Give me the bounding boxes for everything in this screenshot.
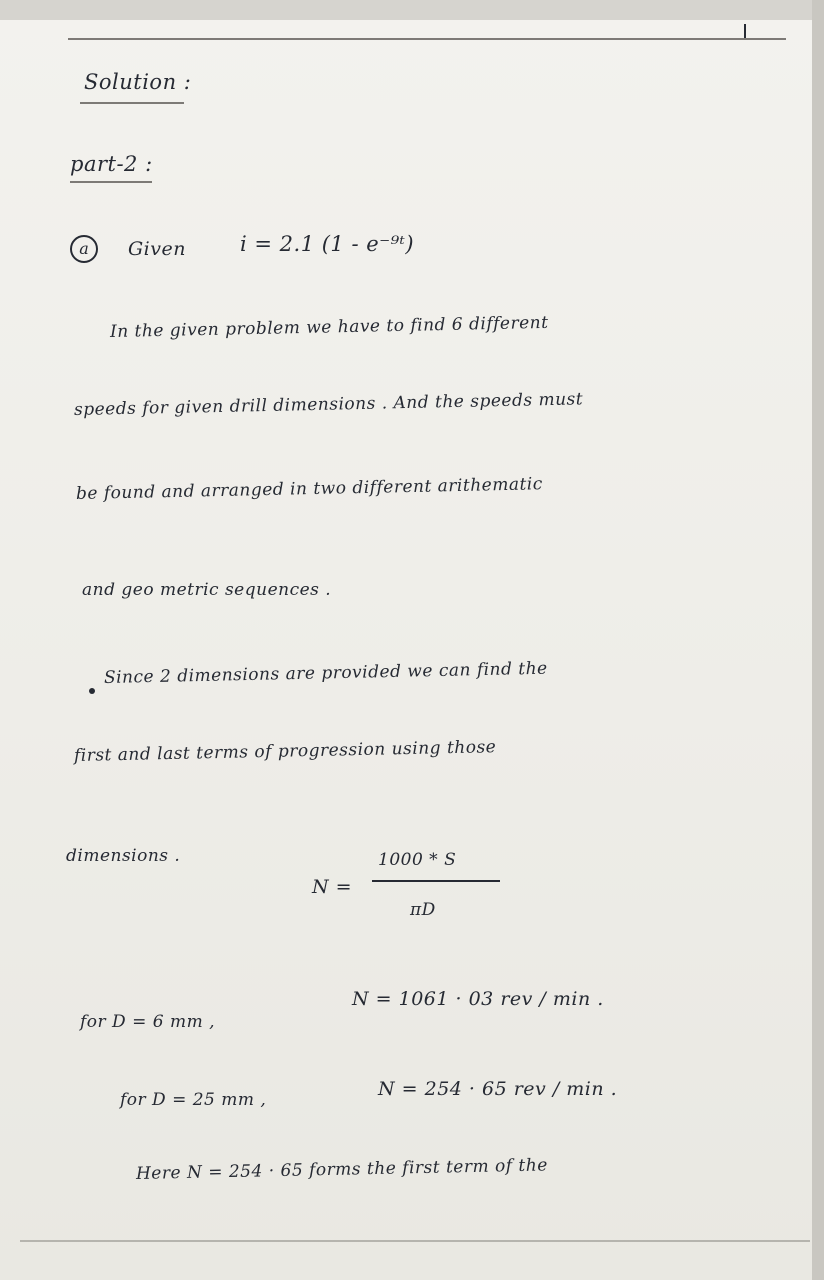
last-line: Here N = 254 · 65 forms the first term of the — [135, 1155, 548, 1184]
formula-numerator: 1000 * S — [378, 850, 457, 870]
paragraph-line-1: In the given problem we have to find 6 different — [109, 312, 549, 342]
given-equation: i = 2.1 (1 - e⁻⁹ᵗ) — [240, 232, 415, 256]
bottom-margin-line — [20, 1240, 810, 1242]
bullet-line-1: Since 2 dimensions are provided we can find the — [103, 658, 548, 688]
formula-denominator: πD — [410, 900, 436, 920]
bullet-line-2: first and last terms of progression using those — [73, 737, 497, 766]
top-margin-line — [68, 38, 786, 40]
case2-result: N = 254 · 65 rev / min . — [378, 1078, 618, 1100]
page-right-edge — [812, 0, 824, 1280]
part-underline — [70, 181, 152, 183]
formula-fraction-bar — [372, 880, 500, 882]
case1-result: N = 1061 · 03 rev / min . — [352, 988, 604, 1010]
bullet-line-3: dimensions . — [66, 846, 181, 866]
bullet-point — [89, 688, 95, 694]
paragraph-line-3: be found and arranged in two different arithematic — [75, 474, 543, 504]
page-top-edge — [0, 0, 824, 20]
part-label: part-2 : — [70, 152, 153, 176]
corner-tick-mark — [744, 24, 746, 38]
paragraph-line-4: and geo metric sequences . — [82, 580, 332, 600]
item-label-circle: a — [70, 235, 98, 263]
paragraph-line-2: speeds for given drill dimensions . And the speeds must — [73, 389, 584, 420]
case1-condition: for D = 6 mm , — [80, 1012, 216, 1032]
case2-condition: for D = 25 mm , — [120, 1090, 267, 1110]
heading-underline — [80, 102, 184, 104]
given-label: Given — [128, 238, 186, 260]
solution-heading: Solution : — [84, 70, 192, 94]
formula-lhs: N = — [312, 876, 353, 898]
